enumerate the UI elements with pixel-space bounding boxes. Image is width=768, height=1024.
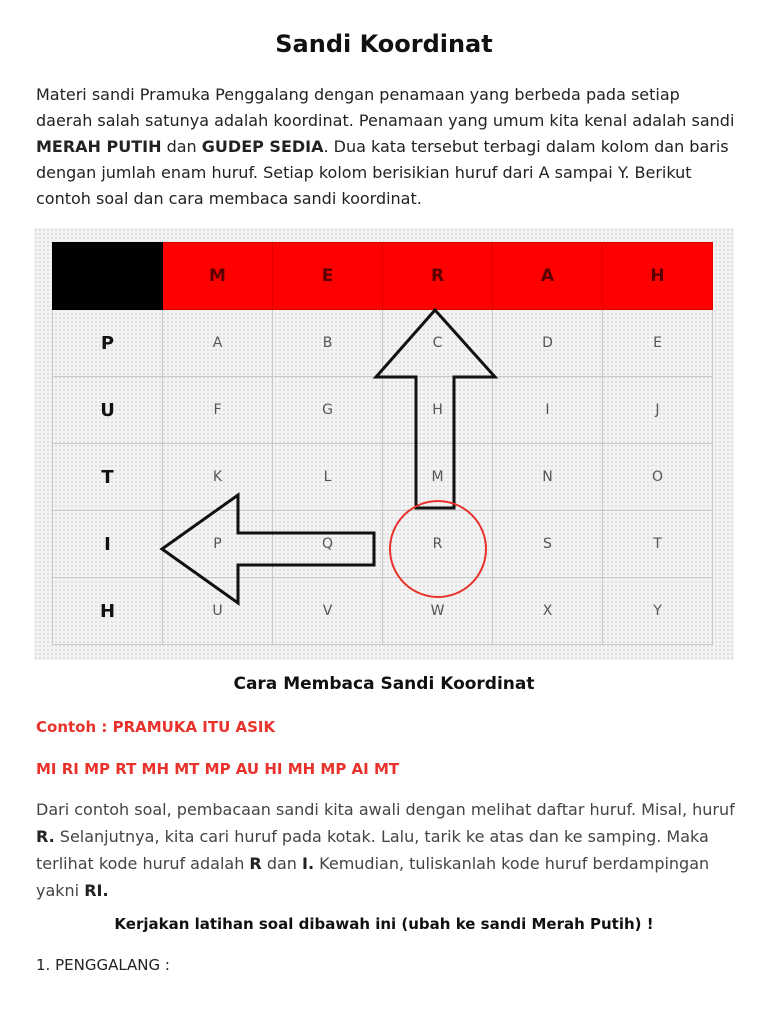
grid-cell: B bbox=[273, 310, 383, 377]
grid-cell: P bbox=[163, 511, 273, 578]
grid-cell: C bbox=[383, 310, 493, 377]
grid-cell: R bbox=[383, 511, 493, 578]
question-1: 1. PENGGALANG : bbox=[36, 956, 170, 974]
example-code: MI RI MP RT MH MT MP AU HI MH MP AI MT bbox=[36, 760, 400, 778]
col-head-3: A bbox=[493, 243, 603, 310]
grid-cell: O bbox=[603, 444, 713, 511]
grid-cell: J bbox=[603, 377, 713, 444]
grid-cell: L bbox=[273, 444, 383, 511]
col-head-4: H bbox=[603, 243, 713, 310]
figure-caption: Cara Membaca Sandi Koordinat bbox=[233, 674, 535, 694]
grid-cell: I bbox=[493, 377, 603, 444]
grid-cell: U bbox=[163, 578, 273, 645]
left-arrow bbox=[162, 495, 374, 603]
highlight-circle bbox=[390, 501, 486, 597]
page-title: Sandi Koordinat bbox=[275, 30, 493, 58]
coordinate-grid-figure bbox=[34, 228, 734, 660]
grid-cell: G bbox=[273, 377, 383, 444]
row-head-0: P bbox=[53, 310, 163, 377]
grid-cell: E bbox=[603, 310, 713, 377]
grid-cell: M bbox=[383, 444, 493, 511]
up-arrow bbox=[376, 310, 495, 508]
grid-cell: H bbox=[383, 377, 493, 444]
grid-cell: S bbox=[493, 511, 603, 578]
row-head-4: H bbox=[53, 578, 163, 645]
row-head-1: U bbox=[53, 377, 163, 444]
grid-cell: F bbox=[163, 377, 273, 444]
example-label: Contoh : PRAMUKA ITU ASIK bbox=[36, 718, 276, 736]
col-head-0: M bbox=[163, 243, 273, 310]
arrow-overlay bbox=[34, 228, 734, 660]
intro-paragraph: Materi sandi Pramuka Penggalang dengan penamaan yang berbeda pada setiap daerah salah satunya adalah koordinat. Penamaan yang umum kita kenal adalah sandi MERAH PUTIH dan GUDEP SEDIA. Dua kata tersebut terbagi dalam kolom dan baris dengan jumlah enam huruf. Setiap kolom berisikian huruf dari A sampai Y. Berikut contoh soal dan cara membaca sandi koordinat. bbox=[36, 85, 735, 208]
row-head-3: I bbox=[53, 511, 163, 578]
grid-cell: D bbox=[493, 310, 603, 377]
grid-cell: Q bbox=[273, 511, 383, 578]
col-head-1: E bbox=[273, 243, 383, 310]
explanation-paragraph: Dari contoh soal, pembacaan sandi kita awali dengan melihat daftar huruf. Misal, huruf R. Selanjutnya, kita cari huruf pada kotak. Lalu, tarik ke atas dan ke samping. Maka terlihat kode huruf adalah R dan I. Kemudian, tuliskanlah kode huruf berdampingan yakni RI. bbox=[36, 800, 735, 900]
task-instruction: Kerjakan latihan soal dibawah ini (ubah ke sandi Merah Putih) ! bbox=[114, 915, 654, 933]
grid-cell: A bbox=[163, 310, 273, 377]
row-head-2: T bbox=[53, 444, 163, 511]
grid-cell: T bbox=[603, 511, 713, 578]
grid-cell: X bbox=[493, 578, 603, 645]
grid-cell: K bbox=[163, 444, 273, 511]
grid-cell: Y bbox=[603, 578, 713, 645]
col-head-2: R bbox=[383, 243, 493, 310]
grid-cell: N bbox=[493, 444, 603, 511]
grid-cell: V bbox=[273, 578, 383, 645]
grid-cell: W bbox=[383, 578, 493, 645]
